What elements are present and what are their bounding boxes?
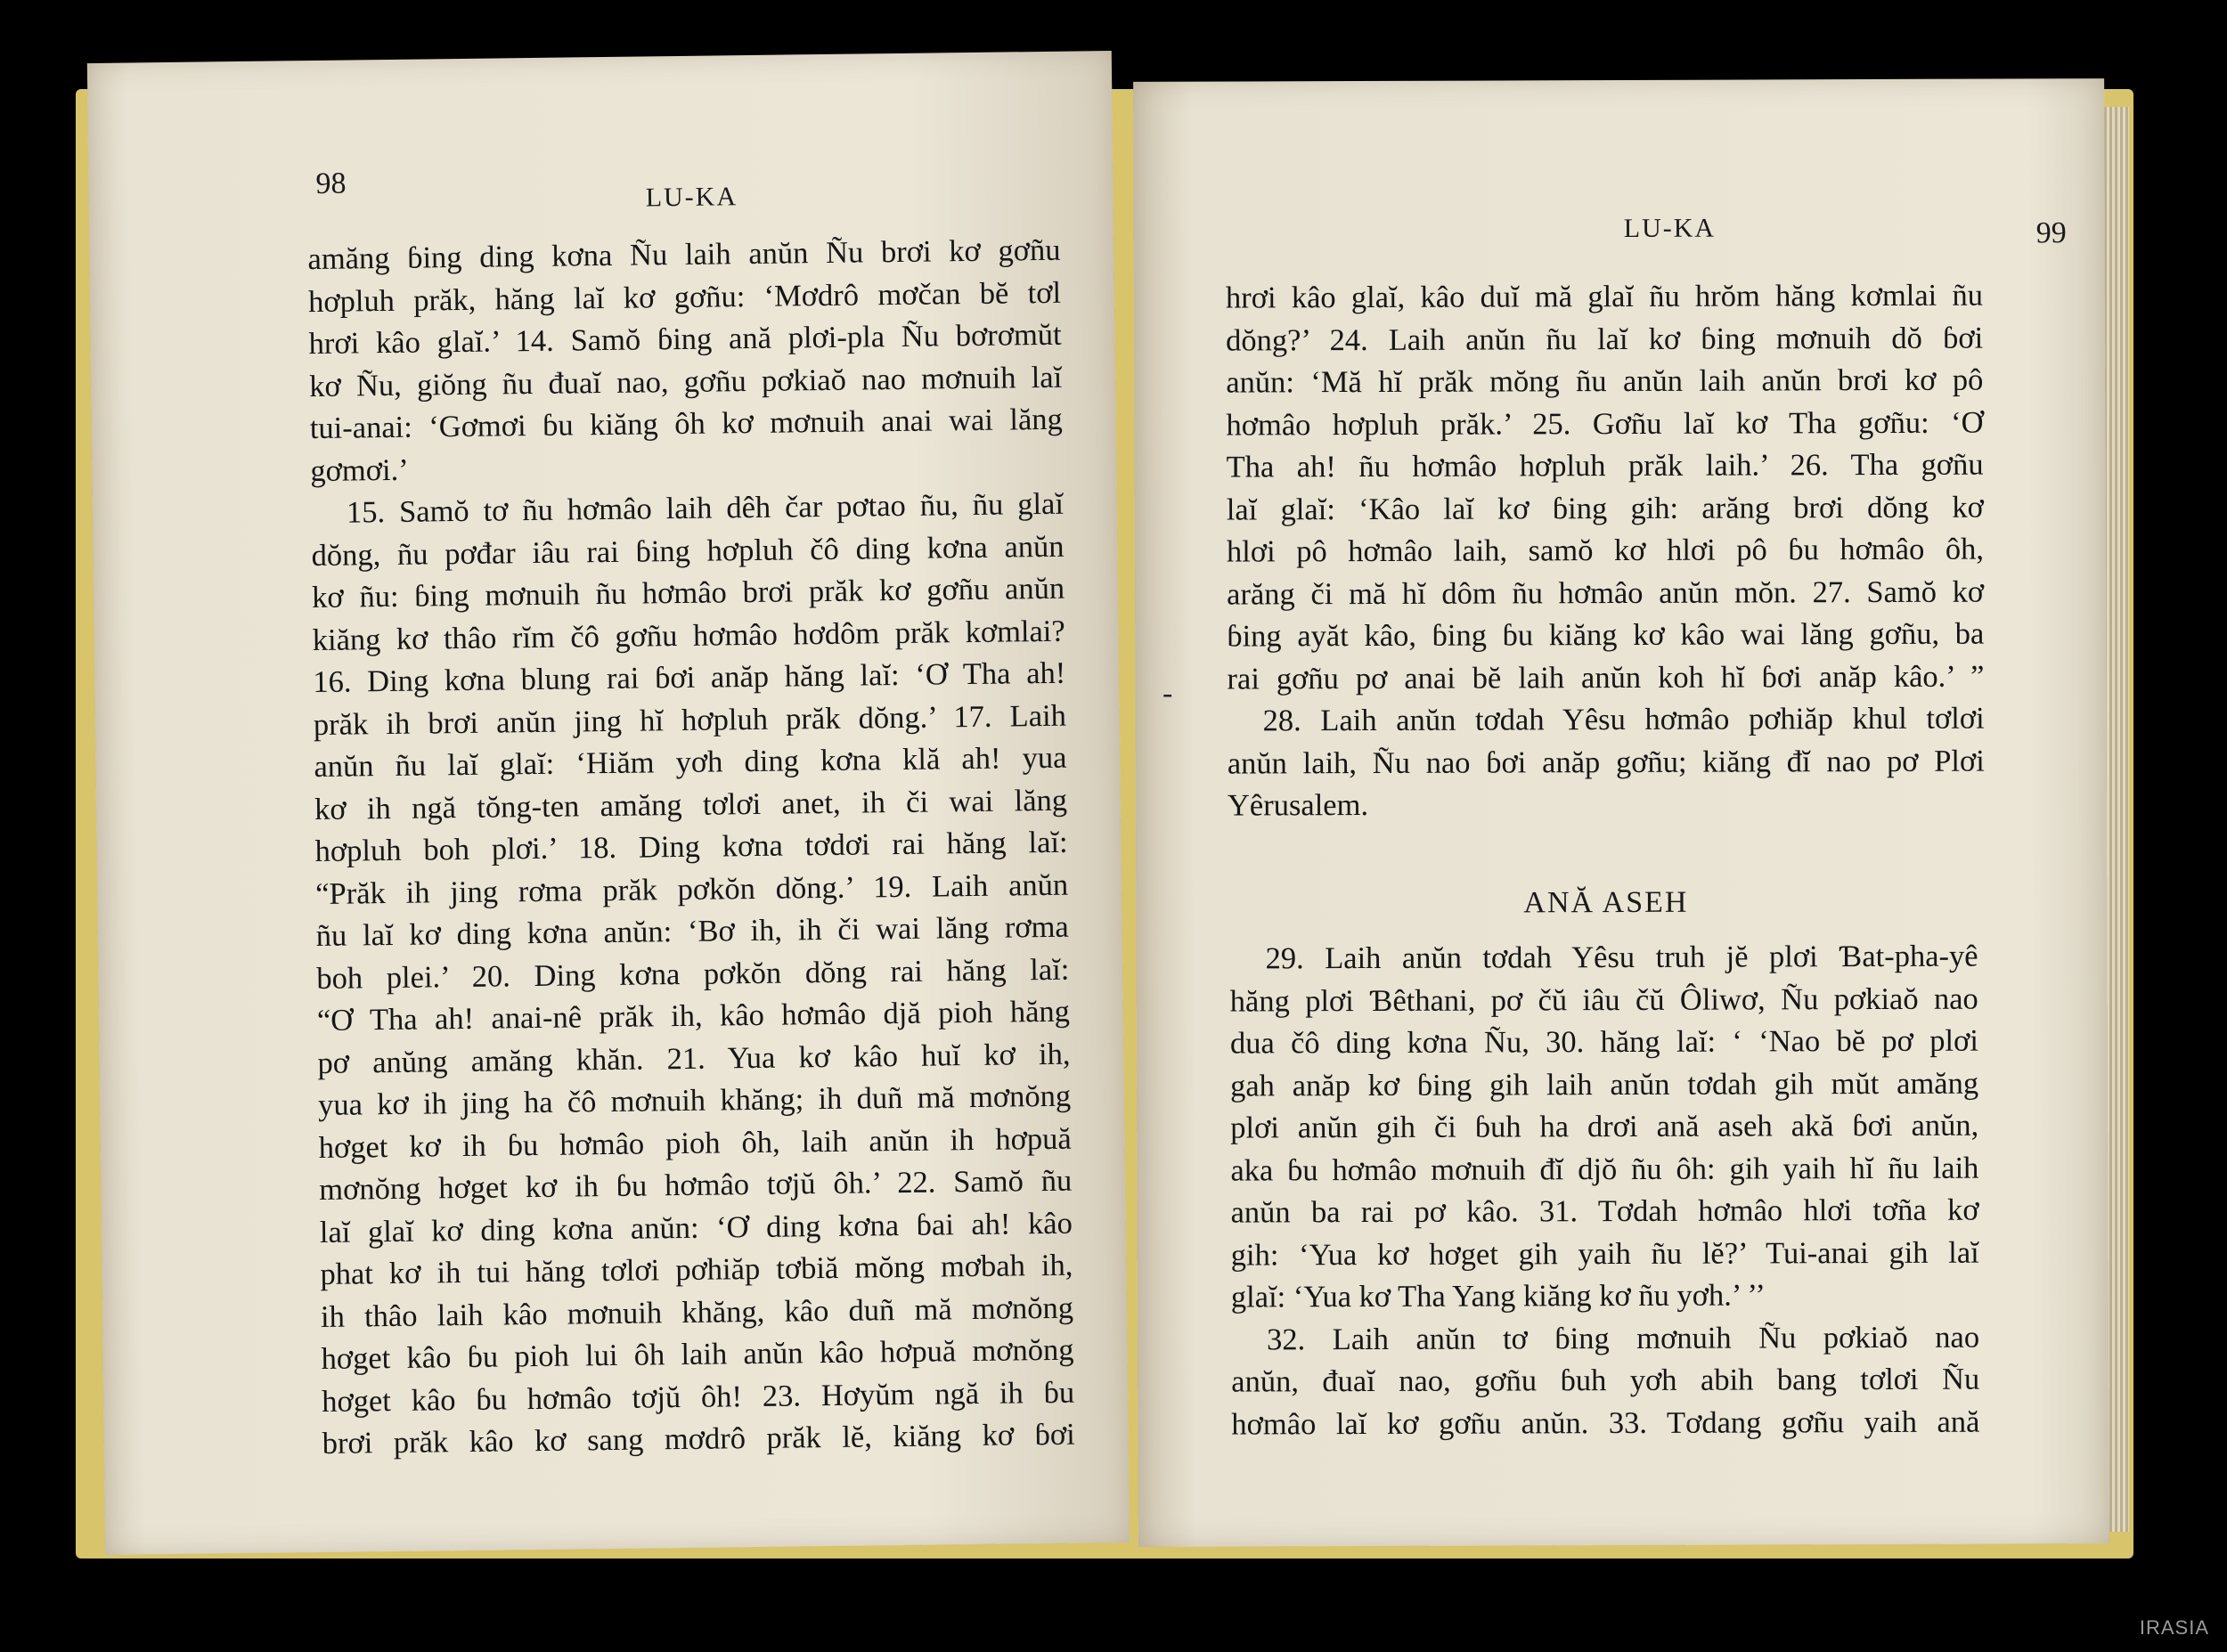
- text-line: glaĭ: ‘Yua kơ Tha Yang kiăng kơ ñu yơh.’ ’’: [1230, 1278, 1766, 1314]
- text-line: hrơi kâo glaĭ.’ 14. Samŏ ɓing ană plơi-pla Ñu bơrơmŭt: [308, 317, 1062, 362]
- text-line: hrơi kâo glaĭ, kâo duĭ mă glaĭ ñu hrŏm hăng kơmlai ñu: [1225, 278, 1984, 315]
- text-line: kơ ih ngă tŏng-ten amăng tơlơi anet, ih či wai lăng: [314, 783, 1068, 826]
- text-line: hơget kâo ɓu pioh lui ôh laih anŭn kâo hơpuă mơnŏng: [321, 1332, 1074, 1376]
- text-line: aka ɓu hơmâo mơnuih đĭ djŏ ñu ôh: gih yaih hĭ ñu laih: [1230, 1151, 1979, 1188]
- text-line: anŭn, đuaĭ nao, gơñu ɓuh yơh abih bang tơlơi Ñu: [1231, 1362, 1980, 1399]
- text-line: arăng či mă hĭ dôm ñu hơmâo anŭn mŏn. 27. Samŏ kơ: [1227, 574, 1985, 612]
- text-line: laĭ glaĭ: ‘Kâo laĭ kơ ɓing gih: arăng brơi dŏng kơ: [1226, 490, 1984, 527]
- text-line: phat kơ ih tui hăng tơlơi pơhiăp tơbiă mŏng mơbah ih,: [320, 1248, 1073, 1291]
- page-number: 98: [315, 167, 347, 200]
- text-line: hơmâo laĭ kơ gơñu anŭn. 33. Tơdang gơñu yaih ană: [1231, 1404, 1980, 1442]
- text-line: anŭn laih, Ñu nao ɓơi anăp gơñu; kiăng đĭ nao pơ Plơi: [1227, 744, 1985, 781]
- text-line: plơi anŭn gih či ɓuh ha drơi ană aseh akă ɓơi anŭn,: [1230, 1108, 1979, 1145]
- section-heading: ANĂ ASEH: [1523, 885, 1689, 920]
- text-line: yua kơ ih jing ha čô mơnuih khăng; ih duñ mă mơnŏng: [317, 1078, 1072, 1123]
- page-number: 99: [2035, 216, 2067, 250]
- text-line: ñu laĭ kơ ding kơna anŭn: ‘Bơ ih, ih či wai lăng rơma: [315, 909, 1069, 954]
- text-line: 16. Ding kơna blung rai ɓơi anăp hăng laĭ: ‘Ơ Tha ah!: [313, 655, 1066, 700]
- text-line: hơmâo hơpluh prăk.’ 25. Gơñu laĭ kơ Tha gơñu: ‘Ơ: [1226, 405, 1984, 443]
- text-line: anŭn ñu laĭ glaĭ: ‘Hiăm yơh ding kơna klă ah! yua: [314, 740, 1067, 785]
- text-line: laĭ glaĭ kơ ding kơna anŭn: ‘Ơ ding kơna ɓai ah! kâo: [319, 1206, 1073, 1249]
- text-line: Tha ah! ñu hơmâo hơpluh prăk laih.’ 26. Tha gơñu: [1226, 447, 1984, 484]
- text-line: pơ anŭng amăng khăn. 21. Yua kơ kâo huĭ kơ ih,: [317, 1037, 1071, 1080]
- text-line: rai gơñu pơ anai bĕ laih anŭn koh hĭ ɓơi anăp kâo.’ ”: [1227, 659, 1985, 696]
- running-head: LU-KA: [1623, 213, 1717, 243]
- text-line: amăng ɓing ding kơna Ñu laih anŭn Ñu brơi kơ gơñu: [307, 232, 1061, 277]
- text-line: mơnŏng hơget kơ ih ɓu hơmâo tơjŭ ôh.’ 22. Samŏ ñu: [319, 1163, 1073, 1207]
- text-line: dŏng, ñu pơđar iâu rai ɓing hơpluh čô ding kơna anŭn: [311, 529, 1065, 573]
- text-line: gơmơi.’: [310, 452, 409, 488]
- text-line: gih: ‘Yua kơ hơget gih yaih ñu lĕ?’ Tui-anai gih laĭ: [1230, 1235, 1979, 1273]
- text-line: “Prăk ih jing rơma prăk pơkŏn dŏng.’ 19. Laih anŭn: [314, 867, 1069, 911]
- text-line: ɓing ayăt kâo, ɓing ɓu kiăng kơ kâo wai lăng gơñu, ba: [1227, 616, 1985, 654]
- body-text: [307, 230, 1075, 1466]
- open-book: [71, 53, 2138, 1567]
- text-line: 28. Laih anŭn tơdah Yêsu hơmâo pơhiăp khul tơlơi: [1262, 701, 1985, 738]
- text-line: hăng plơi Ɓêthani, pơ čŭ iâu čŭ Ôliwơ, Ñu pơkiaŏ nao: [1229, 981, 1978, 1019]
- body-text: [1229, 936, 1979, 1446]
- text-line: anŭn ba rai pơ kâo. 31. Tơdah hơmâo hlơi tơña kơ: [1230, 1192, 1979, 1230]
- text-line: kiăng kơ thâo rĭm čô gơñu hơmâo hơdôm prăk kơmlai?: [312, 614, 1065, 657]
- text-line: prăk ih brơi anŭn jing hĭ hơpluh prăk dŏng.’ 17. Laih: [313, 698, 1067, 742]
- text-line: brơi prăk kâo kơ sang mơdrô prăk lĕ, kiăng kơ ɓơi: [322, 1417, 1075, 1461]
- text-line: dua čô ding kơna Ñu, 30. hăng laĭ: ‘ ‘Nao bĕ pơ plơi: [1229, 1023, 1978, 1061]
- right-page: [1133, 78, 2109, 1547]
- left-page: [87, 51, 1130, 1555]
- text-line: hơpluh boh plơi.’ 18. Ding kơna tơdơi rai hăng laĭ:: [314, 825, 1068, 869]
- text-line: dŏng?’ 24. Laih anŭn ñu laĭ kơ ɓing mơnuih dŏ ɓơi: [1226, 321, 1984, 358]
- text-line: Yêrusalem.: [1227, 787, 1369, 823]
- text-line: hơpluh prăk, hăng laĭ kơ gơñu: ‘Mơdrô mơčan bĕ tơl: [307, 275, 1062, 319]
- text-line: anŭn: ‘Mă hĭ prăk mŏng ñu anŭn laih anŭn brơi kơ pô: [1226, 362, 1984, 400]
- text-line: 32. Laih anŭn tơ ɓing mơnuih Ñu pơkiaŏ nao: [1266, 1320, 1980, 1356]
- text-line: 15. Samŏ tơ ñu hơmâo laih dêh čar pơtao ñu, ñu glaĭ: [346, 486, 1065, 530]
- text-line: gah anăp kơ ɓing gih laih anŭn tơdah gih mŭt amăng: [1230, 1066, 1979, 1103]
- text-line: hơget kâo ɓu hơmâo tơjŭ ôh! 23. Hơyŭm ngă ih ɓu: [321, 1375, 1075, 1419]
- margin-mark: -: [1162, 677, 1173, 710]
- watermark: IRASIA: [2139, 1616, 2209, 1639]
- text-line: 29. Laih anŭn tơdah Yêsu truh jĕ plơi Ɓat-pha-yê: [1265, 939, 1978, 976]
- text-line: kơ Ñu, giŏng ñu đuaĭ nao, gơñu pơkiaŏ nao mơnuih laĭ: [309, 360, 1063, 403]
- text-line: boh plei.’ 20. Ding kơna pơkŏn dŏng rai hăng laĭ:: [316, 952, 1070, 996]
- running-head: LU-KA: [645, 182, 738, 213]
- text-line: kơ ñu: ɓing mơnuih ñu hơmâo brơi prăk kơ gơñu anŭn: [311, 571, 1065, 615]
- body-text: [1226, 275, 1985, 827]
- text-line: hlơi pô hơmâo laih, samŏ kơ hlơi pô ɓu hơmâo ôh,: [1226, 532, 1985, 569]
- text-line: tui-anai: ‘Gơmơi ɓu kiăng ôh kơ mơnuih anai wai lăng: [309, 402, 1064, 446]
- text-line: hơget kơ ih ɓu hơmâo pioh ôh, laih anŭn ih hơpuă: [318, 1121, 1072, 1165]
- text-line: ih thâo laih kâo mơnuih khăng, kâo duñ mă mơnŏng: [320, 1290, 1074, 1334]
- text-line: “Ơ Tha ah! anai-nê prăk ih, kâo hơmâo djă pioh hăng: [316, 994, 1071, 1038]
